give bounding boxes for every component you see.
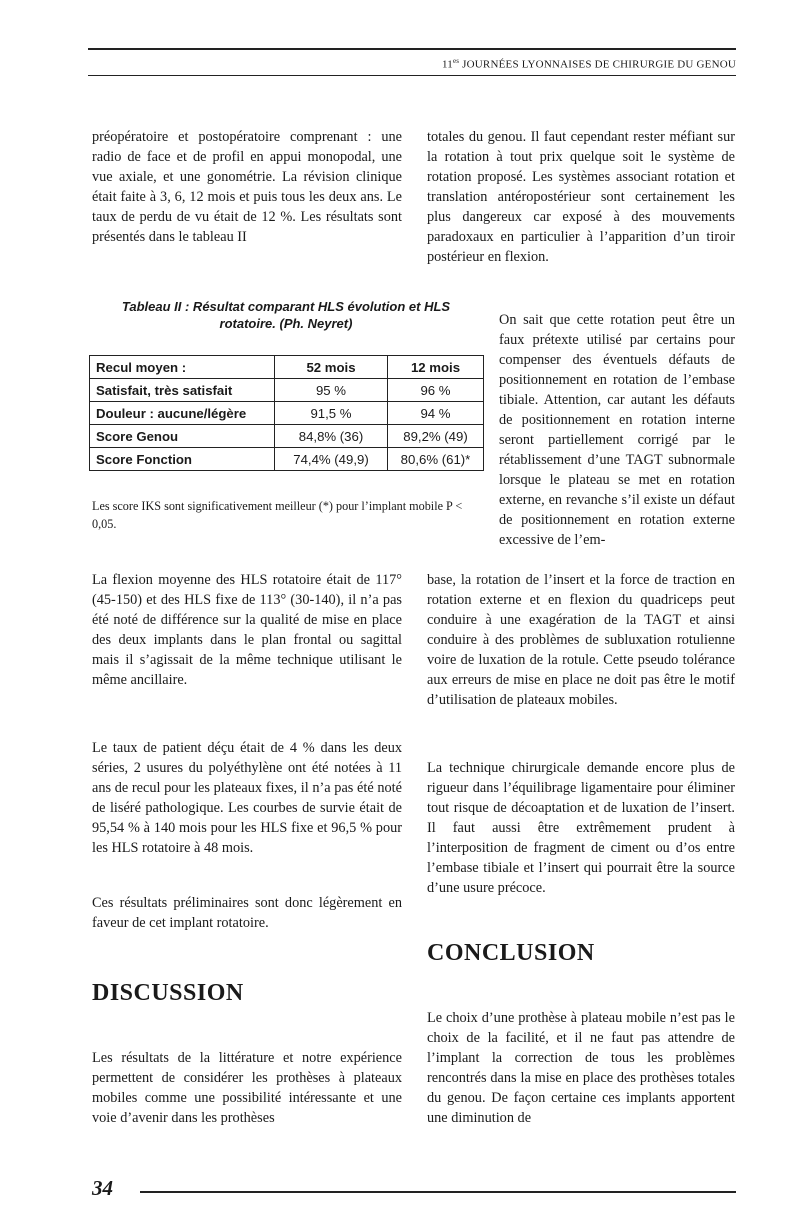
- left-paragraph-4: Ces résultats préliminaires sont donc légèrement en faveur de cet implant rotatoire.: [92, 895, 402, 931]
- left-paragraph-1: préopératoire et postopératoire comprenant : une radio de face et de profil en appui monopodal, une vue axiale, et une gonométrie. La révision clinique était faite à 3, 6, 12 mois et puis tous les deux ans. Le taux de perdu de vu était de 12 %. Les résultats sont présentés dans le tableau II: [92, 129, 402, 245]
- table-cell: 91,5 %: [275, 402, 388, 425]
- table-row: [90, 448, 484, 471]
- right-paragraph-1: totales du genou. Il faut cependant rester méfiant sur la rotation à tout prix quelque soit le système de rotation proposé. Les systèmes associant rotation et translation antéropostérieur sont certainement les plus dangereux car exposé à des mouvements paradoxaux en particulier à l’apparition d’un tiroir postérieur en flexion.: [427, 129, 735, 265]
- table-cell: 84,8% (36): [275, 425, 388, 448]
- table-cell: 80,6% (61)*: [388, 448, 484, 471]
- table-row: [90, 379, 484, 402]
- discussion-heading: DISCUSSION: [92, 980, 244, 1006]
- right-paragraph-3: La technique chirurgicale demande encore plus de rigueur dans l’équilibrage ligamentaire pour éliminer tout risque de décoaptation et de luxation de l’insert. Il faut aussi être extrêmement prudent à l’interposition de fragment de ciment ou d’os entre l’embase tibiale et l’insert qui pourrait être la source d’une usure précoce.: [427, 760, 735, 896]
- table-row: [90, 402, 484, 425]
- header-rule-top: [88, 48, 736, 50]
- header-title: JOURNÉES LYONNAISES DE CHIRURGIE DU GENOU: [462, 58, 736, 71]
- running-header: [442, 57, 736, 71]
- table-caption: [92, 298, 480, 332]
- header-rule-bottom: [88, 75, 736, 76]
- right-paragraph-4: Le choix d’une prothèse à plateau mobile n’est pas le choix de la facilité, et il ne faut pas attendre de l’implant la correction de tous les problèmes rencontrés dans la mise en place des prothèses totales du genou. De façon certaine ces implants apportent une diminution de: [427, 1010, 735, 1126]
- table-cell: Douleur : aucune/légère: [90, 402, 275, 425]
- table-cell: 96 %: [388, 379, 484, 402]
- table-cell: Score Fonction: [90, 448, 275, 471]
- table-cell: 89,2% (49): [388, 425, 484, 448]
- header-ordinal: 11: [441, 58, 453, 71]
- footer-rule: [140, 1191, 736, 1193]
- left-paragraph-3: Le taux de patient déçu était de 4 % dans les deux séries, 2 usures du polyéthylène ont été notées à 11 ans de recul pour les plateaux fixes, il n’a pas été noté de liséré pathologique. Les courbes de survie était de 95,54 % à 140 mois pour les HLS fixe et 96,5 % pour les HLS rotatoire à 48 mois.: [92, 740, 402, 856]
- table-header-row: [90, 356, 484, 379]
- table-row: [90, 425, 484, 448]
- table-header-cell: Recul moyen :: [90, 356, 275, 379]
- right-paragraph-2a: On sait que cette rotation peut être un faux prétexte utilisé par certains pour compenser des éventuels défauts de positionnement en rotation de l’embase tibiale. Attention, car autant les défauts de positionnement en rotation interne seront partiellement corrigé par le rétablissement d’une TAGT subnormale lorsque le plateau se met en rotation externe, en revanche s’il existe un défaut de positionnement en rotation externe excessive de l’em-: [499, 312, 735, 548]
- right-paragraph-2b: base, la rotation de l’insert et la force de traction en rotation externe et en flexion du quadriceps peut conduire à une exagération de la TAGT et ainsi conduire à des problèmes de subluxation rotulienne voire de luxation de la rotule. Cette pseudo tolérance aux erreurs de mise en place ne doit pas être le motif d’utilisation de plateaux mobiles.: [427, 572, 735, 708]
- left-paragraph-5: Les résultats de la littérature et notre expérience permettent de considérer les prothèses à plateaux mobiles comme une possibilité intéressante et une voie d’avenir dans les prothèses: [92, 1050, 402, 1126]
- table-header-cell: 12 mois: [388, 356, 484, 379]
- table-header-cell: 52 mois: [275, 356, 388, 379]
- table-cell: Score Genou: [90, 425, 275, 448]
- header-ordinal-suffix: es: [452, 57, 460, 65]
- conclusion-heading: CONCLUSION: [427, 940, 595, 966]
- page-number: 34: [92, 1176, 113, 1200]
- table-footnote: Les score IKS sont significativement meilleur (*) pour l’implant mobile P < 0,05.: [92, 499, 463, 531]
- results-table: [89, 355, 484, 471]
- table-caption-line-1: Tableau II : Résultat comparant HLS évolution et HLS: [121, 299, 451, 314]
- table-cell: Satisfait, très satisfait: [90, 379, 275, 402]
- table-cell: 95 %: [275, 379, 388, 402]
- table-caption-line-2: rotatoire. (Ph. Neyret): [219, 316, 353, 331]
- left-paragraph-2: La flexion moyenne des HLS rotatoire était de 117° (45-150) et des HLS fixe de 113° (30-140), il n’a pas été noté de différence sur la qualité de mise en place des deux implants dans le plan frontal ou sagittal mais il s’agissait de la même technique utilisant le même ancillaire.: [92, 572, 402, 688]
- table-cell: 74,4% (49,9): [275, 448, 388, 471]
- table-cell: 94 %: [388, 402, 484, 425]
